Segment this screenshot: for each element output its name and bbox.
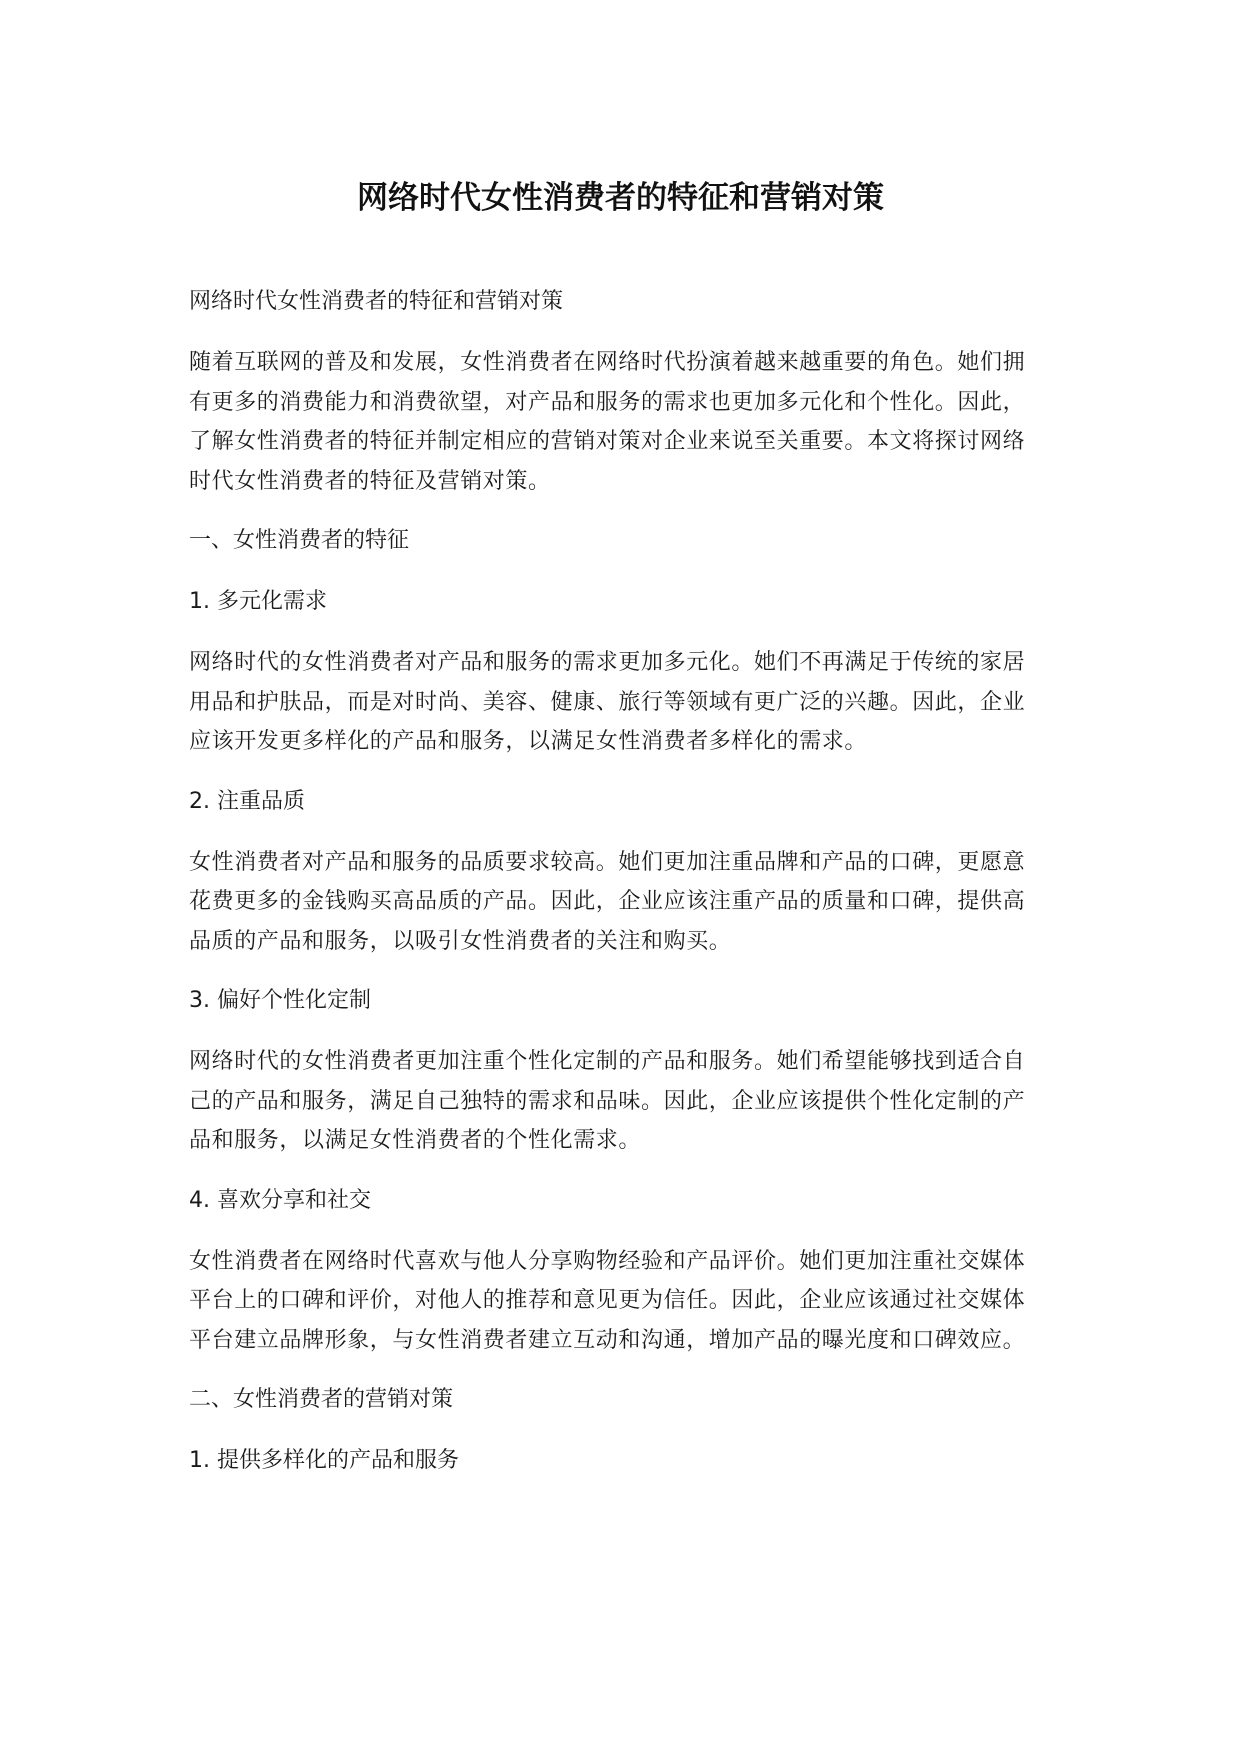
- paragraph-line: 平台建立品牌形象，与女性消费者建立互动和沟通，增加产品的曝光度和口碑效应。: [189, 1327, 1026, 1353]
- paragraph-line: 网络时代的女性消费者更加注重个性化定制的产品和服务。她们希望能够找到适合自: [189, 1049, 1026, 1074]
- paragraph-line: 女性消费者对产品和服务的品质要求较高。她们更加注重品牌和产品的口碑，更愿意: [189, 849, 1026, 875]
- paragraph-line: 用品和护肤品，而是对时尚、美容、健康、旅行等领域有更广泛的兴趣。因此，企业: [189, 689, 1026, 715]
- subsection-heading: 3. 偏好个性化定制: [189, 988, 371, 1013]
- paragraph: [189, 843, 1044, 962]
- paragraph-line: 花费更多的金钱购买高品质的产品。因此，企业应该注重产品的质量和口碑，提供高: [189, 889, 1026, 914]
- paragraph-line: 应该开发更多样化的产品和服务，以满足女性消费者多样化的需求。: [189, 729, 868, 754]
- paragraph: [189, 643, 1044, 762]
- subsection-heading: 1. 提供多样化的产品和服务: [189, 1448, 459, 1473]
- paragraph: [189, 1042, 1044, 1161]
- paragraph-line: 己的产品和服务，满足自己独特的需求和品味。因此，企业应该提供个性化定制的产: [189, 1088, 1026, 1114]
- section-heading: 一、女性消费者的特征: [189, 528, 410, 553]
- document-title: 网络时代女性消费者的特征和营销对策: [357, 180, 884, 216]
- paragraph-line: 时代女性消费者的特征及营销对策。: [189, 468, 551, 494]
- paragraph-line: 了解女性消费者的特征并制定相应的营销对策对企业来说至关重要。本文将探讨网络: [189, 429, 1026, 454]
- intro-paragraph: [189, 343, 1044, 501]
- paragraph-line: 女性消费者在网络时代喜欢与他人分享购物经验和产品评价。她们更加注重社交媒体: [189, 1248, 1026, 1274]
- subsection-heading: 1. 多元化需求: [189, 589, 327, 614]
- paragraph-line: 随着互联网的普及和发展，女性消费者在网络时代扮演着越来越重要的角色。她们拥: [189, 350, 1026, 375]
- paragraph-line: 有更多的消费能力和消费欲望，对产品和服务的需求也更加多元化和个性化。因此，: [189, 389, 1026, 415]
- paragraph-line: 平台上的口碑和评价，对他人的推荐和意见更为信任。因此，企业应该通过社交媒体: [189, 1288, 1026, 1313]
- paragraph-line: 品和服务，以满足女性消费者的个性化需求。: [189, 1128, 642, 1153]
- document-subtitle: 网络时代女性消费者的特征和营销对策: [189, 289, 564, 314]
- paragraph: [189, 1242, 1044, 1361]
- paragraph-line: 品质的产品和服务，以吸引女性消费者的关注和购买。: [189, 928, 732, 954]
- paragraph-line: 网络时代的女性消费者对产品和服务的需求更加多元化。她们不再满足于传统的家居: [189, 650, 1026, 675]
- subsection-heading: 4. 喜欢分享和社交: [189, 1187, 371, 1213]
- document-body: [189, 282, 1044, 1481]
- section-heading: 二、女性消费者的营销对策: [189, 1387, 454, 1412]
- subsection-heading: 2. 注重品质: [189, 788, 305, 814]
